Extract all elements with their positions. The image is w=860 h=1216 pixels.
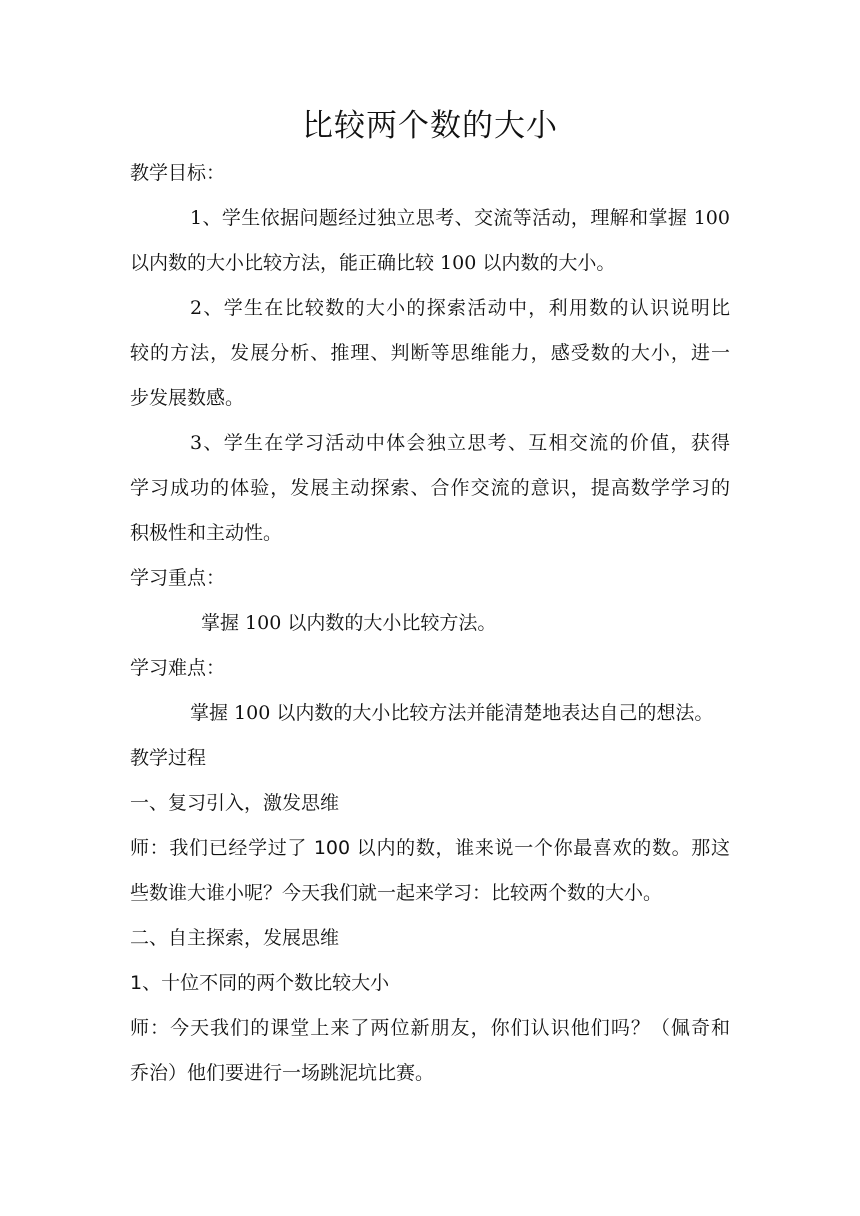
teacher-intro-line-2: 些数谁大谁小呢？今天我们就一起来学习：比较两个数的大小。 xyxy=(130,882,663,904)
goal-3-line-1: 3、学生在学习活动中体会独立思考、互相交流的价值，获得 xyxy=(190,432,730,454)
goal-2-line-2: 较的方法，发展分析、推理、判断等思维能力，感受数的大小，进一 xyxy=(130,342,730,364)
key-point-text: 掌握 100 以内数的大小比较方法。 xyxy=(201,612,497,634)
heading-teaching-goals: 教学目标： xyxy=(130,162,226,184)
document-title: 比较两个数的大小 xyxy=(302,108,558,144)
teacher-intro-line-1: 师：我们已经学过了 100 以内的数，谁来说一个你最喜欢的数。那这 xyxy=(130,837,730,859)
goal-1-line-2: 以内数的大小比较方法，能正确比较 100 以内数的大小。 xyxy=(130,252,616,274)
heading-key-points: 学习重点： xyxy=(130,567,226,589)
goal-3-line-3: 积极性和主动性。 xyxy=(130,522,283,544)
goal-1-line-1: 1、学生依据问题经过独立思考、交流等活动，理解和掌握 100 xyxy=(190,207,730,229)
teacher-story-line-2: 乔治）他们要进行一场跳泥坑比赛。 xyxy=(130,1062,435,1084)
difficult-point-text: 掌握 100 以内数的大小比较方法并能清楚地表达自己的想法。 xyxy=(190,702,714,724)
subsection-1-heading: 1、十位不同的两个数比较大小 xyxy=(130,972,390,994)
goal-2-line-3: 步发展数感。 xyxy=(130,387,245,409)
goal-3-line-2: 学习成功的体验，发展主动探索、合作交流的意识，提高数学学习的 xyxy=(130,477,730,499)
section-1-heading: 一、复习引入，激发思维 xyxy=(130,792,340,814)
section-2-heading: 二、自主探索，发展思维 xyxy=(130,927,340,949)
heading-teaching-process: 教学过程 xyxy=(130,747,207,769)
goal-2-line-1: 2、学生在比较数的大小的探索活动中，利用数的认识说明比 xyxy=(190,297,730,319)
heading-difficult-points: 学习难点： xyxy=(130,657,226,679)
teacher-story-line-1: 师：今天我们的课堂上来了两位新朋友，你们认识他们吗？（佩奇和 xyxy=(130,1017,730,1039)
